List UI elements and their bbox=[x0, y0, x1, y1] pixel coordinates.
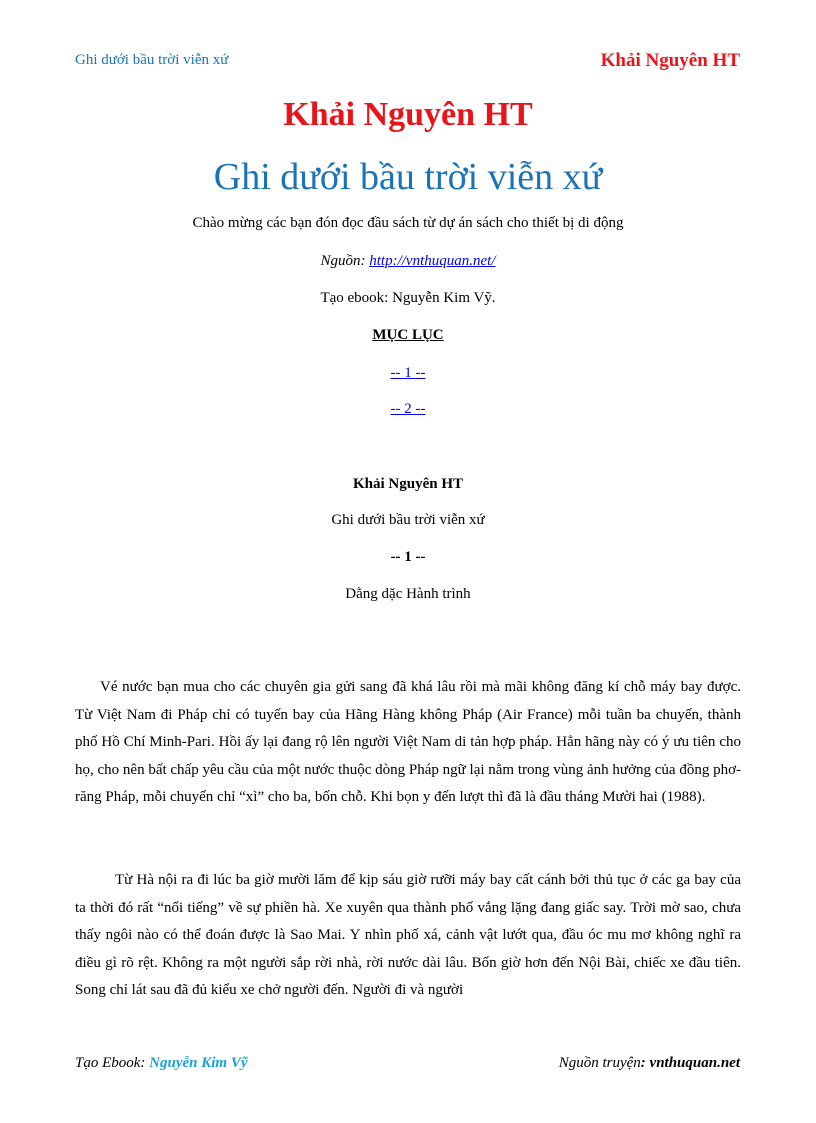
footer-source-name: vnthuquan.net bbox=[649, 1055, 740, 1071]
toc-title: MỤC LỤC bbox=[372, 327, 444, 343]
welcome-text: Chào mừng các bạn đón đọc đầu sách từ dự án sách cho thiết bị di động bbox=[192, 215, 624, 231]
footer-source-label: Nguồn truyện bbox=[558, 1055, 641, 1071]
footer-ebook-label: Tạo Ebook bbox=[75, 1055, 141, 1071]
footer-separator: : bbox=[140, 1055, 150, 1071]
body-paragraph: Từ Hà nội ra đi lúc ba giờ mười lăm để kịp sáu giờ rưỡi máy bay cất cánh bởi thủ tục ở các ga bay của ta thời đó rất “nổi tiếng” về sự phiền hà. Xe xuyên qua thành phố vắng lặng đang giấc say. Trời mờ sao, chưa thấy ngôi nào có thể đoán được là Sao Mai. Y nhìn phố xá, cảnh vật lướt qua, đầu óc mu mơ không nghĩ ra điều gì rõ rệt. Không ra một người sắp rời nhà, rời nước dài lâu. Bốn giờ hơn đến Nội Bài, chiếc xe đầu tiên. Song chỉ lát sau đã đủ kiểu xe chở người đến. Người đi và người bbox=[75, 872, 741, 999]
footer-separator: : bbox=[640, 1055, 650, 1071]
source-link[interactable]: http://vnthuquan.net/ bbox=[369, 253, 496, 269]
chapter-author: Khải Nguyên HT bbox=[352, 476, 464, 492]
ebook-creator: Tạo ebook: Nguyễn Kim Vỹ. bbox=[320, 290, 496, 306]
toc-link-1[interactable]: -- 1 -- bbox=[390, 365, 426, 381]
chapter-title: Dằng dặc Hành trình bbox=[345, 586, 471, 602]
toc-item bbox=[0, 365, 816, 382]
running-header-author: Khải Nguyên HT bbox=[600, 50, 740, 71]
cover-author: Khải Nguyên HT bbox=[283, 96, 533, 133]
source-line bbox=[0, 253, 816, 270]
running-header-book-title: Ghi dưới bầu trời viễn xứ bbox=[75, 52, 229, 68]
toc-link-2[interactable]: -- 2 -- bbox=[390, 401, 426, 417]
toc-item bbox=[0, 401, 816, 418]
chapter-number: -- 1 -- bbox=[390, 549, 426, 565]
chapter-book-title: Ghi dưới bầu trời viễn xứ bbox=[331, 512, 485, 528]
body-paragraph: Vé nước bạn mua cho các chuyên gia gửi sang đã khá lâu rồi mà mãi không đăng kí chỗ máy bay được. Từ Việt Nam đi Pháp chỉ có tuyến bay của Hãng Hàng không Pháp (Air France) mỗi tuần ba chuyến, thành phố Hồ Chí Minh-Pari. Hồi ấy lại đang rộ lên người Việt Nam di tản hợp pháp. Hẳn hãng này có ý ưu tiên cho họ, cho nên bất chấp yêu cầu của một nước thuộc dòng Pháp ngữ lại nằm trong vùng ảnh hưởng của đồng phơ-răng Pháp, mỗi chuyến chỉ “xì” cho ba, bốn chỗ. Khi bọn y đến lượt thì đã là đầu tháng Mười hai (1988). bbox=[75, 679, 741, 806]
footer-ebook-name: Nguyễn Kim Vỹ bbox=[149, 1055, 248, 1071]
source-label: Nguồn: bbox=[320, 253, 366, 269]
footer-source-credit bbox=[559, 1055, 740, 1072]
footer-ebook-credit bbox=[75, 1055, 248, 1072]
cover-book-title: Ghi dưới bầu trời viễn xứ bbox=[213, 156, 603, 198]
